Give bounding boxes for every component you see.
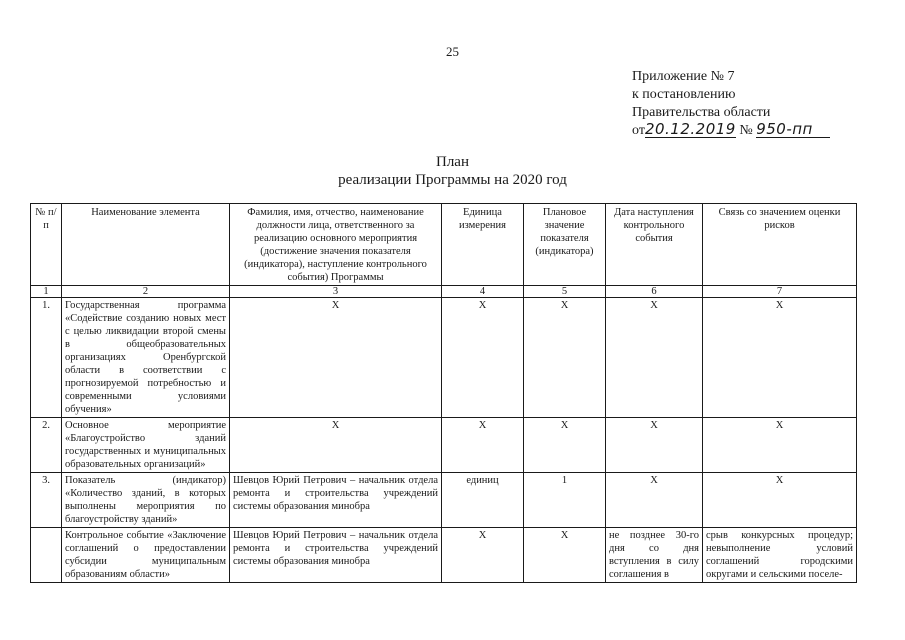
event-date: Х <box>606 298 703 418</box>
header-cell-number: № п/п <box>31 204 62 286</box>
row-number: 2. <box>31 418 62 473</box>
column-number: 2 <box>62 286 230 298</box>
doc-title: План <box>435 154 469 170</box>
element-name: Государственная программа «Содействие созданию новых мест с целью ликвидации второй смены в общеобразовательных организациях Оренбургской области в соответствии с прогнозируемой потребностью и современными условиями обучения» <box>62 298 230 418</box>
unit-of-measure: Х <box>442 528 524 583</box>
plan-table <box>30 203 857 583</box>
event-date: Х <box>606 473 703 528</box>
appendix-block <box>632 68 830 140</box>
column-number: 6 <box>606 286 703 298</box>
planned-value: Х <box>524 418 606 473</box>
risk-link: Х <box>703 418 857 473</box>
appendix-line-3: Правительства области <box>632 105 771 120</box>
column-number: 4 <box>442 286 524 298</box>
column-number-row <box>31 286 857 298</box>
unit-of-measure: единиц <box>442 473 524 528</box>
header-cell-responsible: Фамилия, имя, отчество, наименование должности лица, ответственного за реализацию основного мероприятия (достижение значения показателя (индикатора), наступление контрольного события) Программы <box>230 204 442 286</box>
unit-of-measure: Х <box>442 418 524 473</box>
handwritten-date: 20.12.2019 <box>644 120 736 138</box>
column-number: 7 <box>703 286 857 298</box>
responsible-person: Х <box>230 418 442 473</box>
responsible-person: Шевцов Юрий Петрович – начальник отдела ремонта и строительства учреждений системы образования минобра <box>230 473 442 528</box>
appendix-line-2: к постановлению <box>632 87 736 102</box>
doc-subtitle: реализации Программы на 2020 год <box>338 172 567 188</box>
column-number: 5 <box>524 286 606 298</box>
responsible-person: Шевцов Юрий Петрович – начальник отдела ремонта и строительства учреждений системы образования минобра <box>230 528 442 583</box>
header-cell-element: Наименование элемента <box>62 204 230 286</box>
risk-link: срыв конкурсных процедур; невыполнение условий соглашений городскими округами и сельскими поселе- <box>703 528 857 583</box>
header-cell-plan: Плановое значение показателя (индикатора) <box>524 204 606 286</box>
page-number: 25 <box>446 44 459 59</box>
appendix-from: от <box>632 123 645 138</box>
header-cell-unit: Единица измерения <box>442 204 524 286</box>
element-name: Основное мероприятие «Благоустройство зданий государственных и муниципальных образовательных организаций» <box>62 418 230 473</box>
appendix-line-1: Приложение № 7 <box>632 69 735 84</box>
column-number: 3 <box>230 286 442 298</box>
handwritten-number: 950-пп <box>756 122 830 138</box>
table-header-row <box>31 204 857 286</box>
planned-value: Х <box>524 528 606 583</box>
planned-value: Х <box>524 298 606 418</box>
event-date: не позднее 30-го дня со дня вступления в силу соглашения в <box>606 528 703 583</box>
planned-value: 1 <box>524 473 606 528</box>
risk-link: Х <box>703 473 857 528</box>
row-number: 3. <box>31 473 62 528</box>
row-number: 1. <box>31 298 62 418</box>
row-number <box>31 528 62 583</box>
responsible-person: Х <box>230 298 442 418</box>
event-date: Х <box>606 418 703 473</box>
table-row <box>31 418 857 473</box>
header-cell-date: Дата наступления контрольного события <box>606 204 703 286</box>
unit-of-measure: Х <box>442 298 524 418</box>
risk-link: Х <box>703 298 857 418</box>
table-row <box>31 528 857 583</box>
table-row <box>31 298 857 418</box>
table-row <box>31 473 857 528</box>
column-number: 1 <box>31 286 62 298</box>
element-name: Показатель (индикатор) «Количество зданий, в которых выполнены мероприятия по благоустройству зданий» <box>62 473 230 528</box>
appendix-number-sign: № <box>739 123 753 138</box>
element-name: Контрольное событие «Заключение соглашений о предоставлении субсидии муниципальным образованиям области» <box>62 528 230 583</box>
header-cell-risk: Связь со значением оценки рисков <box>703 204 857 286</box>
appendix-line-4 <box>632 122 830 140</box>
